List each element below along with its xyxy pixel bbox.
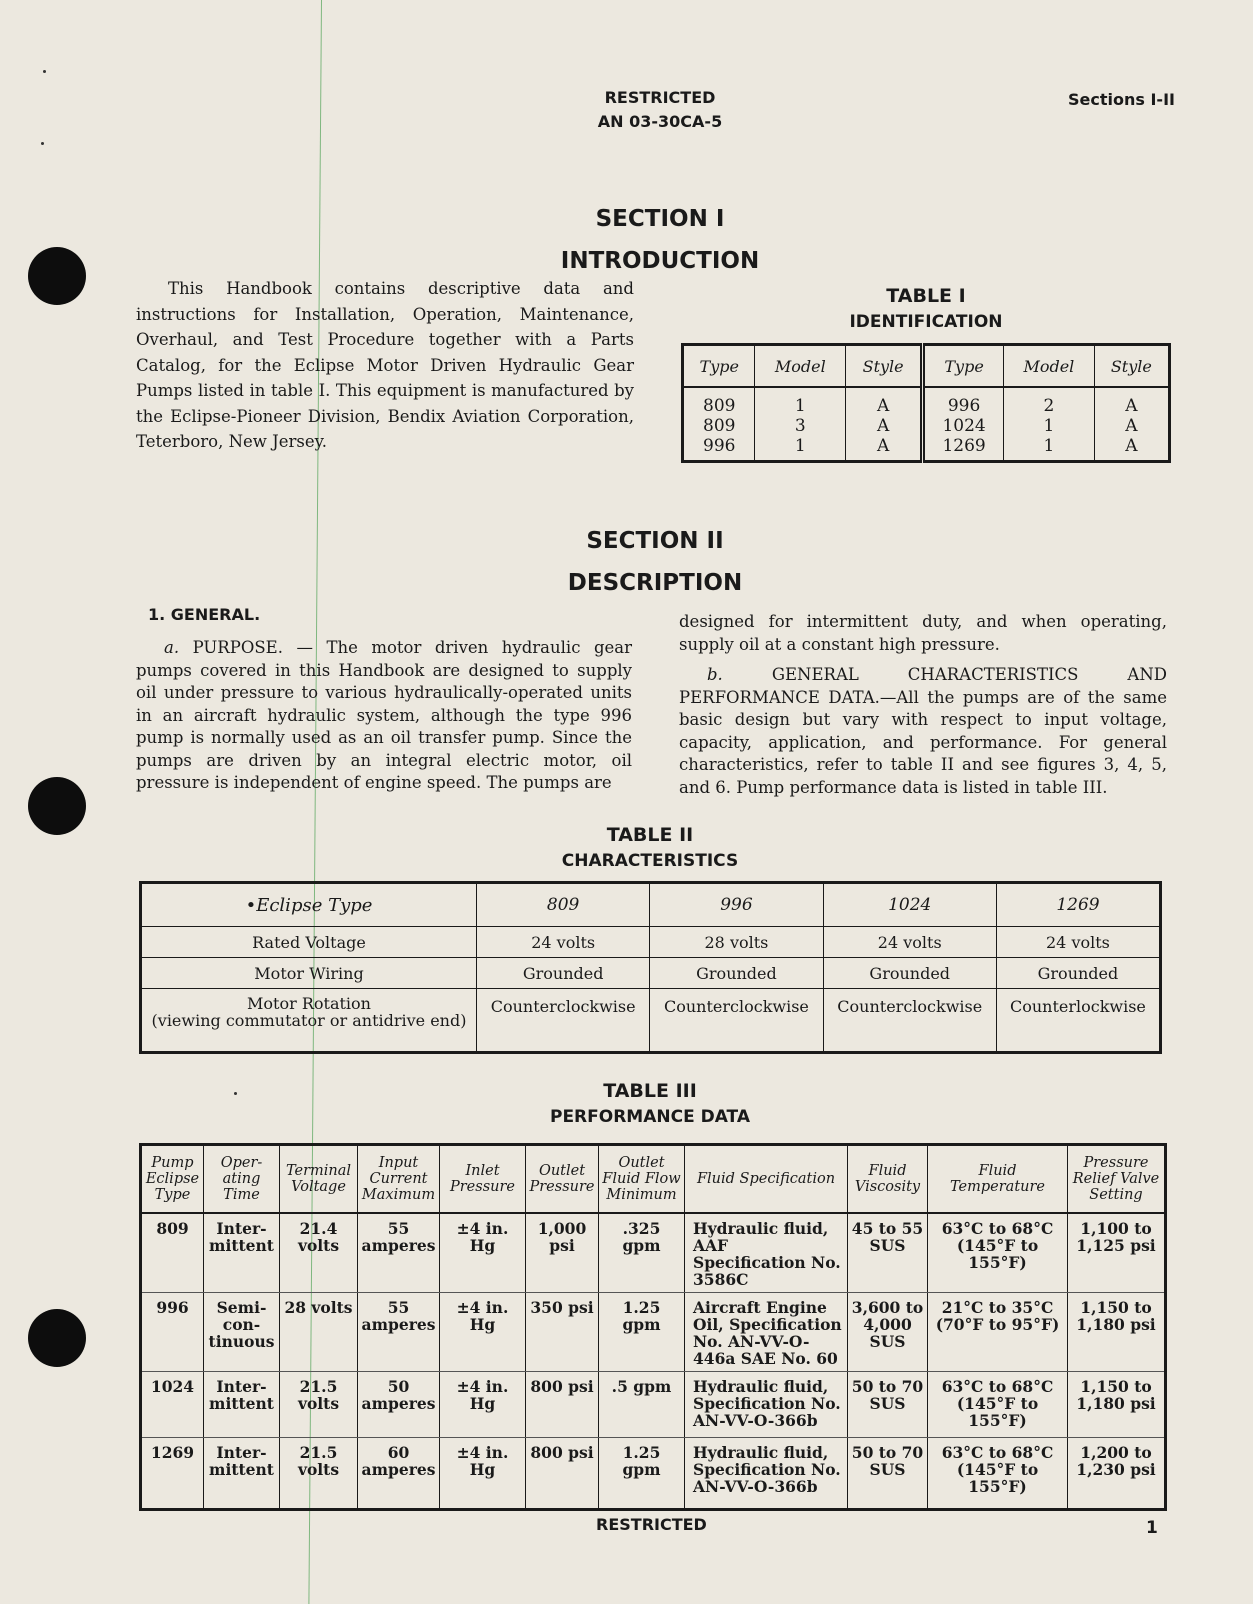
table-cell: 1,100 to 1,125 psi [1068,1213,1166,1293]
table-cell: Inter- mittent [204,1438,280,1510]
table-cell: 28 volts [280,1293,358,1372]
table-cell: 28 volts [650,927,823,958]
purpose-paragraph [136,637,632,795]
table3-title: TABLE III [603,1080,697,1102]
table-cell: 809 [141,1213,204,1293]
table-header-row [141,1145,1166,1214]
type-header: 1269 [996,883,1160,927]
table2-heading [510,822,790,874]
table1-subtitle: IDENTIFICATION [849,312,1003,332]
table-cell: 1 [755,436,846,462]
table-cell: ±4 in. Hg [440,1372,526,1438]
table-cell: 800 psi [526,1372,599,1438]
table-cell: 1,150 to 1,180 psi [1068,1372,1166,1438]
section1-heading [460,198,860,282]
header-restricted: RESTRICTED [604,88,716,107]
table-cell: ±4 in. Hg [440,1438,526,1510]
col-header: Type [923,345,1004,388]
col-header: Terminal Voltage [280,1145,358,1214]
col-header: Pump Eclipse Type [141,1145,204,1214]
table-cell: 63°C to 68°C (145°F to 155°F) [928,1438,1068,1510]
table-cell: Semi- con- tinuous [204,1293,280,1372]
table-cell: .5 gpm [599,1372,685,1438]
col-header: Outlet Pressure [526,1145,599,1214]
binder-hole-bottom [28,1309,86,1367]
general-label: b. [707,665,723,684]
table-cell: 1,200 to 1,230 psi [1068,1438,1166,1510]
table-row [141,1213,1166,1293]
scan-speck [41,142,44,145]
table-cell: 21.5 volts [280,1372,358,1438]
table-cell: 1 [1004,436,1095,462]
table-cell: A [846,387,923,416]
table-cell: 3 [755,416,846,436]
table-row [683,387,1170,416]
table-row [141,927,1161,958]
table-row [141,1438,1166,1510]
table-header-row [141,883,1161,927]
table-header-row [683,345,1170,388]
characteristics-table [139,881,1162,1054]
table-cell: A [846,416,923,436]
col-header: Input Current Maximum [358,1145,440,1214]
table-cell: A [1094,436,1169,462]
purpose-label: a. [164,638,180,657]
table1-heading [786,283,1066,335]
table-cell: 1.25 gpm [599,1293,685,1372]
general-text: GENERAL CHARACTERISTICS AND PERFORMANCE DATA.—All the pumps are of the same basic design but vary with respect to input voltage, capacity, application, and performance. For general characteristics, refer to table II and see figures 3, 4, 5, and 6. Pump performance data is listed in table III. [679,665,1168,797]
table-cell: Grounded [477,958,650,989]
table-cell: 1269 [141,1438,204,1510]
type-header: 809 [477,883,650,927]
scan-speck [43,70,46,73]
table-cell: Counterclockwise [650,989,823,1053]
col-header: Oper- ating Time [204,1145,280,1214]
table-cell: Grounded [996,958,1160,989]
table-cell: 1,000 psi [526,1213,599,1293]
table-cell: A [1094,416,1169,436]
header-sections: Sections I-II [1068,90,1175,109]
table-row [141,958,1161,989]
table-row [141,1372,1166,1438]
table-cell: 996 [141,1293,204,1372]
general-heading: 1. GENERAL. [148,605,261,624]
table-cell: 24 volts [996,927,1160,958]
table-cell: 1.25 gpm [599,1438,685,1510]
col-header: Model [755,345,846,388]
table-cell: Inter- mittent [204,1213,280,1293]
purpose-continuation [679,611,1167,656]
table-cell: 996 [923,387,1004,416]
scan-speck [234,1092,237,1095]
table-cell: 1024 [141,1372,204,1438]
table-cell: 3,600 to 4,000 SUS [848,1293,928,1372]
table-cell: 45 to 55 SUS [848,1213,928,1293]
purpose-text-right: designed for intermittent duty, and when operating, supply oil at a constant high pressure. [679,612,1167,654]
binder-hole-middle [28,777,86,835]
table-cell: Aircraft Engine Oil, Specification No. AN-VV-O-446a SAE No. 60 [685,1293,848,1372]
table-cell: 1269 [923,436,1004,462]
table-cell: Counterclockwise [823,989,996,1053]
col-header: Fluid Specification [685,1145,848,1214]
table2-title: TABLE II [606,824,694,846]
col-header: Fluid Temperature [928,1145,1068,1214]
table-cell: 1 [755,387,846,416]
type-header: 996 [650,883,823,927]
table-cell: 1024 [923,416,1004,436]
header-doc-number: AN 03-30CA-5 [597,112,723,131]
table-cell: 50 to 70 SUS [848,1438,928,1510]
table3-heading [510,1078,790,1130]
table-row [683,416,1170,436]
table-cell: 55 amperes [358,1293,440,1372]
row-label: Motor Wiring [141,958,477,989]
table-cell: 1,150 to 1,180 psi [1068,1293,1166,1372]
table-cell: ±4 in. Hg [440,1293,526,1372]
col-header: Fluid Viscosity [848,1145,928,1214]
table-cell: Hydraulic fluid, AAF Specification No. 3586C [685,1213,848,1293]
footer-restricted: RESTRICTED [596,1515,707,1534]
table-cell: 809 [703,396,736,416]
table-cell: Hydraulic fluid, Specification No. AN-VV-O-366b [685,1438,848,1510]
table-cell: 55 amperes [358,1213,440,1293]
col-header: Outlet Fluid Flow Minimum [599,1145,685,1214]
performance-table [139,1143,1167,1511]
table-cell: 21.4 volts [280,1213,358,1293]
type-label-cell: •Eclipse Type [141,883,477,927]
table3-subtitle: PERFORMANCE DATA [549,1107,750,1127]
table-cell: Counterlockwise [996,989,1160,1053]
characteristics-paragraph [679,664,1167,799]
table-cell: ±4 in. Hg [440,1213,526,1293]
table-cell: 50 amperes [358,1372,440,1438]
table-row [141,989,1161,1053]
col-header: Style [846,345,923,388]
col-header: Pressure Relief Valve Setting [1068,1145,1166,1214]
table2-subtitle: CHARACTERISTICS [561,851,739,871]
table-cell: 1 [1004,416,1095,436]
section2-subtitle: DESCRIPTION [567,570,743,596]
table-cell: Inter- mittent [204,1372,280,1438]
row-label: Rated Voltage [141,927,477,958]
section1-subtitle: INTRODUCTION [560,248,760,274]
binder-hole-top [28,247,86,305]
table-cell: Grounded [823,958,996,989]
page-header [560,86,760,134]
table-cell: 350 psi [526,1293,599,1372]
table-cell: A [846,436,923,462]
table-cell: A [1094,387,1169,416]
table-row [141,1293,1166,1372]
type-header: 1024 [823,883,996,927]
table-cell: 800 psi [526,1438,599,1510]
table-cell: Grounded [650,958,823,989]
identification-table [681,343,1171,463]
table-cell: 60 amperes [358,1438,440,1510]
section1-paragraph: This Handbook contains descriptive data and instructions for Installation, Operation, Maintenance, Overhaul, and Test Procedure together with a Parts Catalog, for the Eclipse Motor Driven Hydraulic Gear Pumps listed in table I. This equipment is manufactured by the Eclipse-Pioneer Division, Bendix Aviation Corporation, Teterboro, New Jersey. [136,279,634,451]
table-cell: Counterclockwise [477,989,650,1053]
row-label: Motor Rotation (viewing commutator or antidrive end) [141,989,477,1053]
col-header: Type [683,345,755,388]
section2-heading [455,520,855,604]
col-header: Inlet Pressure [440,1145,526,1214]
table-cell: 24 volts [477,927,650,958]
col-header: Style [1094,345,1169,388]
table-cell: 24 volts [823,927,996,958]
table-cell: 50 to 70 SUS [848,1372,928,1438]
table-cell: 63°C to 68°C (145°F to 155°F) [928,1372,1068,1438]
section2-title: SECTION II [586,528,724,554]
table-cell: 63°C to 68°C (145°F to 155°F) [928,1213,1068,1293]
table-cell: Hydraulic fluid, Specification No. AN-VV-O-366b [685,1372,848,1438]
table-cell: .325 gpm [599,1213,685,1293]
table-row [683,436,1170,462]
section1-title: SECTION I [595,206,725,232]
purpose-text-left: PURPOSE. — The motor driven hydraulic gear pumps covered in this Handbook are designed to supply oil under pressure to various hydraulically-operated units in an aircraft hydraulic system, although the type 996 pump is normally used as an oil transfer pump. Since the pumps are driven by an integral electric motor, oil pressure is independent of engine speed. The pumps are [136,638,632,792]
table-cell: 996 [703,436,736,456]
table-cell: 2 [1004,387,1095,416]
table-cell: 21.5 volts [280,1438,358,1510]
page-number: 1 [1146,1518,1158,1538]
table-cell: 21°C to 35°C (70°F to 95°F) [928,1293,1068,1372]
col-header: Model [1004,345,1095,388]
table1-title: TABLE I [886,285,966,307]
table-cell: 809 [703,416,736,436]
